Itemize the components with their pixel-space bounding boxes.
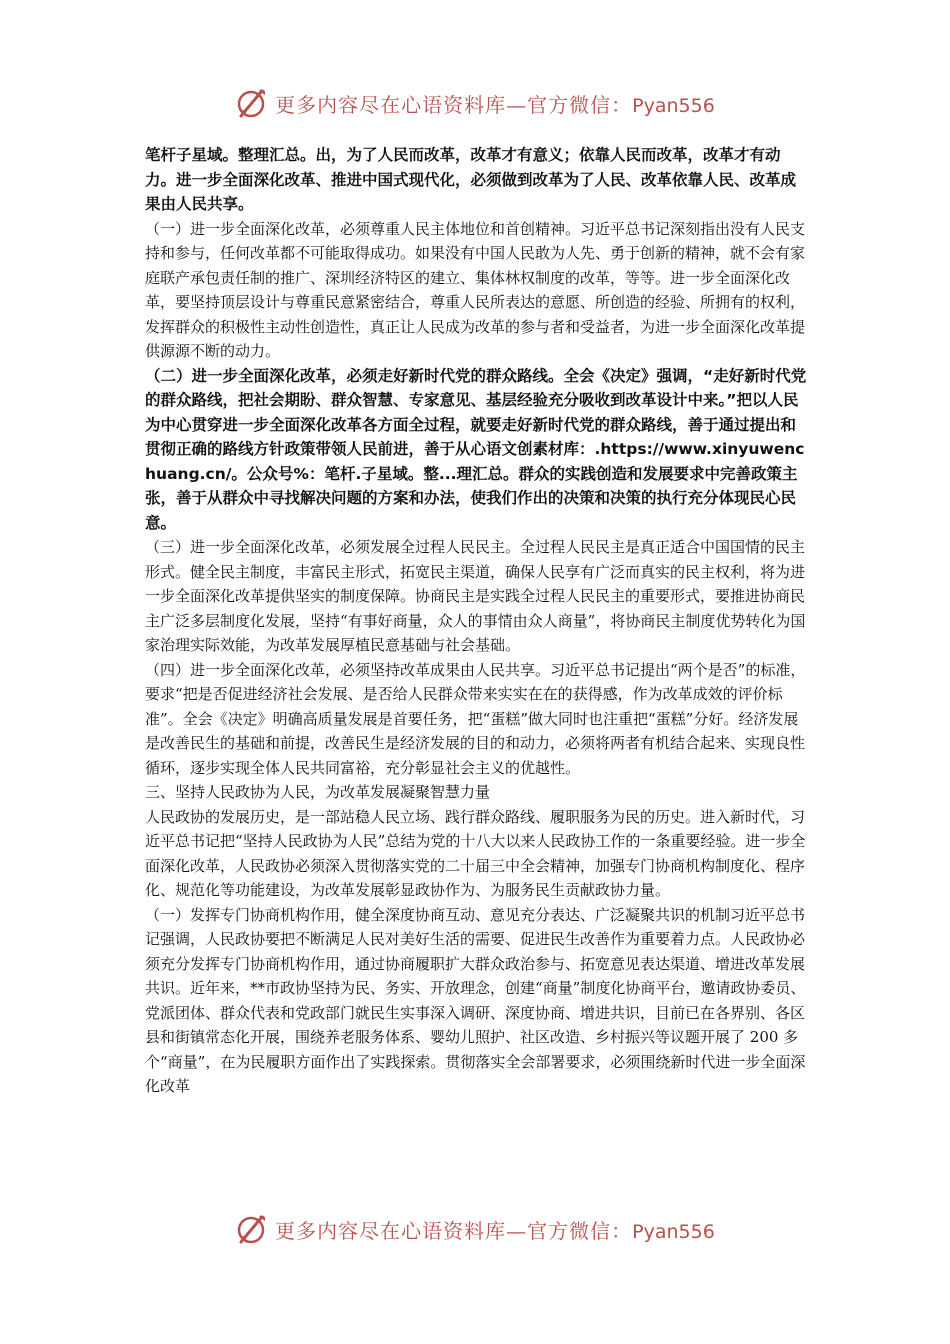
wechat-id: Pyan556	[632, 94, 715, 117]
paragraph-2: （一）进一步全面深化改革，必须尊重人民主体地位和首创精神。习近平总书记深刻指出没有人民支持和参与，任何改革都不可能取得成功。如果没有中国人民敢为人先、勇于创新的精神，就不会有家庭联产承包责任制的推广、深圳经济特区的建立、集体林权制度的改革，等等。进一步全面深化改革，要坚持顶层设计与尊重民意紧密结合，尊重人民所表达的意愿、所创造的经验、所拥有的权利，发挥群众的积极性主动性创造性，真正让人民成为改革的参与者和受益者，为进一步全面深化改革提供源源不断的动力。	[145, 219, 806, 360]
wechat-id: Pyan556	[632, 1220, 715, 1243]
banner-text: 更多内容尽在心语资料库—官方微信：	[275, 92, 633, 117]
section-heading-3: 三、坚持人民政协为人民，为改革发展凝聚智慧力量	[145, 783, 491, 801]
banner-text: 更多内容尽在心语资料库—官方微信：	[275, 1218, 633, 1243]
header-watermark-banner	[0, 81, 950, 125]
paragraph-5: （四）进一步全面深化改革，必须坚持改革成果由人民共享。习近平总书记提出“两个是否”的标准，要求“把是否促进经济社会发展、是否给人民群众带来实实在在的获得感，作为改革成效的评价标准”。全会《决定》明确高质量发展是首要任务，把“蛋糕”做大同时也注重把“蛋糕”分好。经济发展是改善民生的基础和前提，改善民生是经济发展的目的和动力，必须将两者有机结合起来、实现良性循环，逐步实现全体人民共同富裕，充分彰显社会主义的优越性。	[145, 660, 806, 777]
paragraph-1: 笔杆子星域。整理汇总。出，为了人民而改革，改革才有意义；依靠人民而改革，改革才有动力。进一步全面深化改革、推进中国式现代化，必须做到改革为了人民、改革依靠人民、改革成果由人民共享。	[145, 146, 797, 213]
document-body	[145, 143, 810, 1099]
brush-logo-icon	[235, 1212, 269, 1246]
footer-watermark-banner	[0, 1207, 950, 1251]
paragraph-4: （三）进一步全面深化改革，必须发展全过程人民民主。全过程人民民主是真正适合中国国情的民主形式。健全民主制度，丰富民主形式，拓宽民主渠道，确保人民享有广泛而真实的民主权利，将为进一步全面深化改革提供坚实的制度保障。协商民主是实践全过程人民民主的重要形式，要推进协商民主广泛多层制度化发展，坚持“有事好商量，众人的事情由众人商量”，将协商民主制度优势转化为国家治理实际效能，为改革发展厚植民意基础与社会基础。	[145, 538, 806, 654]
brush-logo-icon	[235, 86, 269, 120]
paragraph-7: 人民政协的发展历史，是一部站稳人民立场、践行群众路线、履职服务为民的历史。进入新时代，习近平总书记把“坚持人民政协为人民”总结为党的十八大以来人民政协工作的一条重要经验。进一步全面深化改革，人民政协必须深入贯彻落实党的二十届三中全会精神，加强专门协商机构制度化、程序化、规范化等功能建设，为改革发展彰显政协作为、为服务民生贡献政协力量。	[145, 807, 806, 899]
paragraph-8: （一）发挥专门协商机构作用，健全深度协商互动、意见充分表达、广泛凝聚共识的机制习近平总书记强调，人民政协要把不断满足人民对美好生活的需要、促进民生改善作为重要着力点。人民政协必须充分发挥专门协商机构作用，通过协商履职扩大群众政治参与、拓宽意见表达渠道、增进改革发展共识。近年来，**市政协坚持为民、务实、开放理念，创建“商量”制度化协商平台，邀请政协委员、党派团体、群众代表和党政部门就民生实事深入调研、深度协商、增进共识，目前已在各界别、各区县和街镇常态化开展，围绕养老服务体系、婴幼儿照护、社区改造、乡村振兴等议题开展了 200 多个“商量”，在为民履职方面作出了实践探索。贯彻落实全会部署要求，必须围绕新时代进一步全面深化改革	[145, 905, 806, 1095]
paragraph-3: （二）进一步全面深化改革，必须走好新时代党的群众路线。全会《决定》强调，“走好新时代党的群众路线，把社会期盼、群众智慧、专家意见、基层经验充分吸收到改革设计中来。”把以人民为中心贯穿进一步全面深化改革各方面全过程，就要走好新时代党的群众路线，善于通过提出和贯彻正确的路线方针政策带领人民前进，善于从心语文创素材库：.https://www.xinyuwenchuang.cn/。公众号%：笔杆.子星域。整...理汇总。群众的实践创造和发展要求中完善政策主张，善于从群众中寻找解决问题的方案和办法，使我们作出的决策和决策的执行充分体现民心民意。	[145, 366, 807, 532]
